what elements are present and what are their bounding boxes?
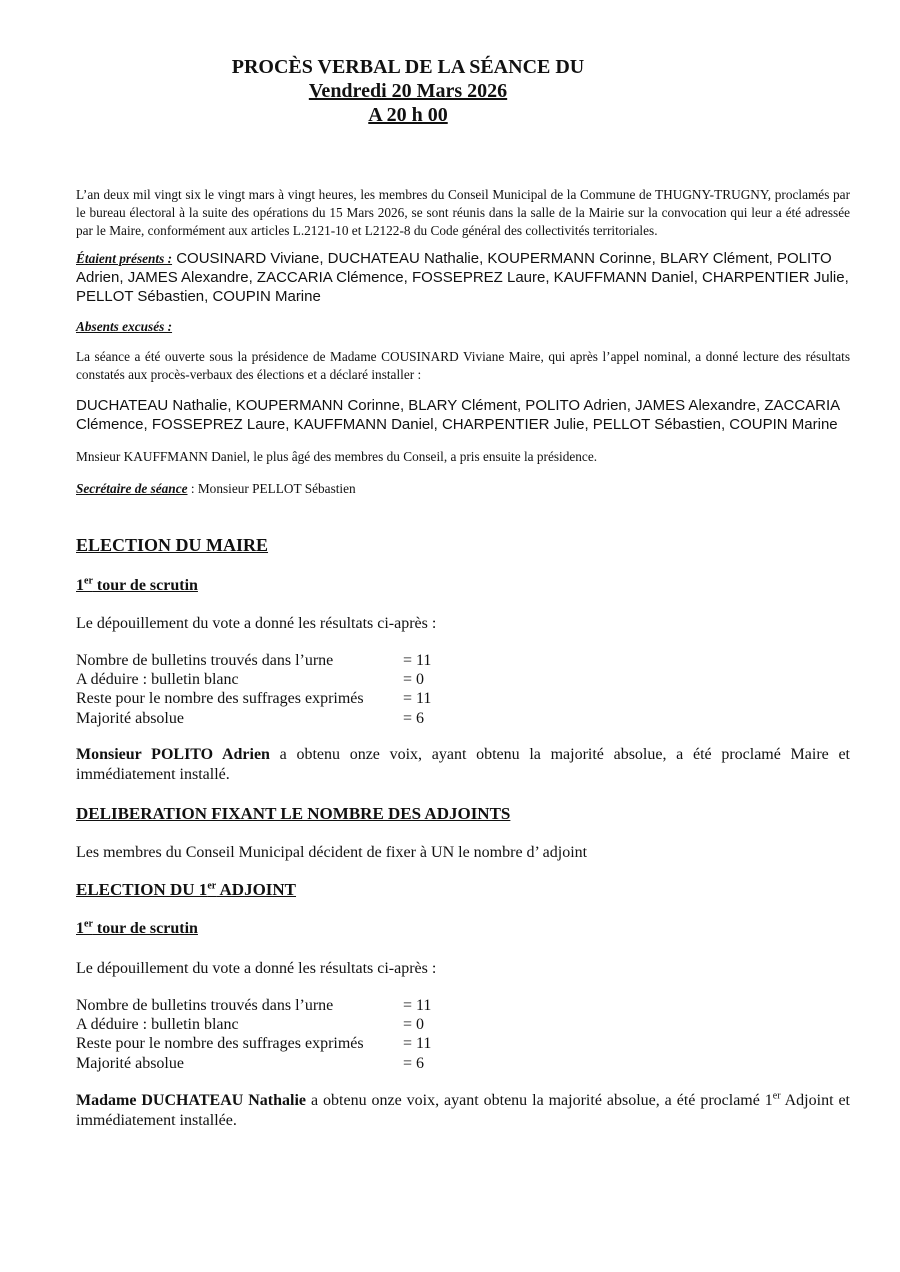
election-maire-heading: ELECTION DU MAIRE: [76, 535, 269, 555]
adjoint-winner-paragraph: Madame DUCHATEAU Nathalie a obtenu onze voix, ayant obtenu la majorité absolue, a été proclamé 1er Adjoint et immédiatement installée.: [76, 1090, 851, 1129]
adjoint-winner-name: Madame DUCHATEAU Nathalie: [76, 1092, 307, 1109]
deliberation-heading: DELIBERATION FIXANT LE NOMBRE DES ADJOINTS: [76, 804, 511, 823]
presents-paragraph: [76, 249, 850, 306]
installed-members: DUCHATEAU Nathalie, KOUPERMANN Corinne, BLARY Clément, POLITO Adrien, JAMES Alexandre, ZACCARIA Clémence, FOSSEPREZ Laure, KAUFFMANN Daniel, CHARPENTIER Julie, PELLOT Sébastien, COUPIN Marine: [76, 397, 840, 433]
opening-paragraph: La séance a été ouverte sous la présidence de Madame COUSINARD Viviane Maire, qui après l’appel nominal, a donné lecture des résultats constatés aux procès-verbaux des élections et a déclaré installer :: [76, 349, 850, 382]
election-adjoint-heading: ELECTION DU 1er ADJOINT: [76, 880, 297, 899]
adjoint-results-intro: Le dépouillement du vote a donné les résultats ci-après :: [76, 960, 437, 977]
presidency-paragraph: Mnsieur KAUFFMANN Daniel, le plus âgé des membres du Conseil, a pris ensuite la présidence.: [76, 449, 598, 464]
maire-winner-paragraph: Monsieur POLITO Adrien a obtenu onze voix, ayant obtenu la majorité absolue, a été proclamé Maire et immédiatement installé.: [76, 746, 851, 783]
absents-label: Absents excusés :: [76, 319, 173, 334]
intro-paragraph: L’an deux mil vingt six le vingt mars à vingt heures, les membres du Conseil Municipal de la Commune de THUGNY-TRUGNY, proclamés par le bureau électoral à la suite des opérations du 15 Mars 2026, se sont réunis dans la salle de la Mairie sur la convocation qui leur a été adressée par le Maire, conformément aux articles L.2121-10 et L2122-8 du Code général des collectivités territoriales.: [76, 187, 850, 238]
secretary-name: : Monsieur PELLOT Sébastien: [187, 481, 356, 496]
document-page: PROCÈS VERBAL DE LA SÉANCE DU Vendredi 20 Mars 2026 A 20 h 00 L’an deux mil vingt six le vingt mars à vingt heures, les membres du Conseil Municipal de la Commune de THUGNY-TRUGNY, proclamés par le bureau électoral à la suite des opérations du 15 Mars 2026, se sont réunis dans la salle de la Mairie sur la convocation qui leur a été adressée par le Maire, conformément aux articles L.2121-10 et L2122-8 du Code général des collectivités territoriales. Étaient présents : COUSINARD Viviane, DUCHATEAU Nathalie, KOUPERMANN Corinne, BLARY Clément, POLITO Adrien, JAMES Alexandre, ZACCARIA Clémence, FOSSEPREZ Laure, KAUFFMANN Daniel, CHARPENTIER Julie, PELLOT Sébastien, COUPIN Marine Absents excusés : La séance a été ouverte sous la présidence de Madame COUSINARD Viviane Maire, qui après l’appel nominal, a donné lecture des résultats constatés aux procès-verbaux des élections et a déclaré installer : DUCHATEAU Nathalie, KOUPERMANN Corinne, BLARY Clément, POLITO Adrien, JAMES Alexandre, ZACCARIA Clémence, FOSSEPREZ Laure, KAUFFMANN Daniel, CHARPENTIER Julie, PELLOT Sébastien, COUPIN Marine Mnsieur KAUFFMANN Daniel, le plus âgé des membres du Conseil, a pris ensuite la présidence. Secrétaire de séance : Monsieur PELLOT Sébastien ELECTION DU MAIRE 1er tour de scrutin Le dépouillement du vote a donné les résultats ci-après : Nombre de bulletins trouvés dans l’urne = 11 A déduire : bulletin blanc = 0 Reste pour le nombre des suffrages exprimés = 11 Majorité absolue = 6 Monsieur POLITO Adrien a obtenu onze voix, ayant obtenu la majorité absolue, a été proclamé Maire et immédiatement installé. DELIBERATION FIXANT LE NOMBRE DES ADJOINTS Les membres du Conseil Municipal décident de fixer à UN le nombre d’ adjoint ELECTION DU 1er ADJOINT 1er tour de scrutin Le dépouillement du vote a donné les résultats ci-après : Nombre de bulletins trouvés dans l’urne = 11 A déduire : bulletin blanc = 0 Reste pour le nombre des suffrages exprimés = 11 Majorité absolue = 6 Madame DUCHATEAU Nathalie a obtenu onze voix, ayant obtenu la majorité absolue, a été proclamé 1er Adjoint et immédiatement installée.: [0, 0, 900, 1272]
presents-names: COUSINARD Viviane, DUCHATEAU Nathalie, KOUPERMANN Corinne, BLARY Clément, POLITO Adrien, JAMES Alexandre, ZACCARIA Clémence, FOSSEPREZ Laure, KAUFFMANN Daniel, CHARPENTIER Julie, PELLOT Sébastien, COUPIN Marine: [76, 250, 849, 305]
maire-results-intro: Le dépouillement du vote a donné les résultats ci-après :: [76, 615, 437, 632]
maire-winner-name: Monsieur POLITO Adrien: [76, 746, 270, 763]
document-title: PROCÈS VERBAL DE LA SÉANCE DU: [231, 56, 585, 78]
session-date: Vendredi 20 Mars 2026: [308, 80, 508, 102]
adjoint-tour-heading: 1er tour de scrutin: [76, 918, 198, 937]
presents-label: Étaient présents :: [76, 251, 173, 266]
deliberation-text: Les membres du Conseil Municipal décident de fixer à UN le nombre d’ adjoint: [76, 844, 588, 861]
secretary-paragraph: [76, 480, 850, 498]
session-time: A 20 h 00: [368, 104, 448, 126]
maire-tour-heading: 1er tour de scrutin: [76, 575, 198, 594]
secretary-label: Secrétaire de séance: [76, 481, 188, 496]
